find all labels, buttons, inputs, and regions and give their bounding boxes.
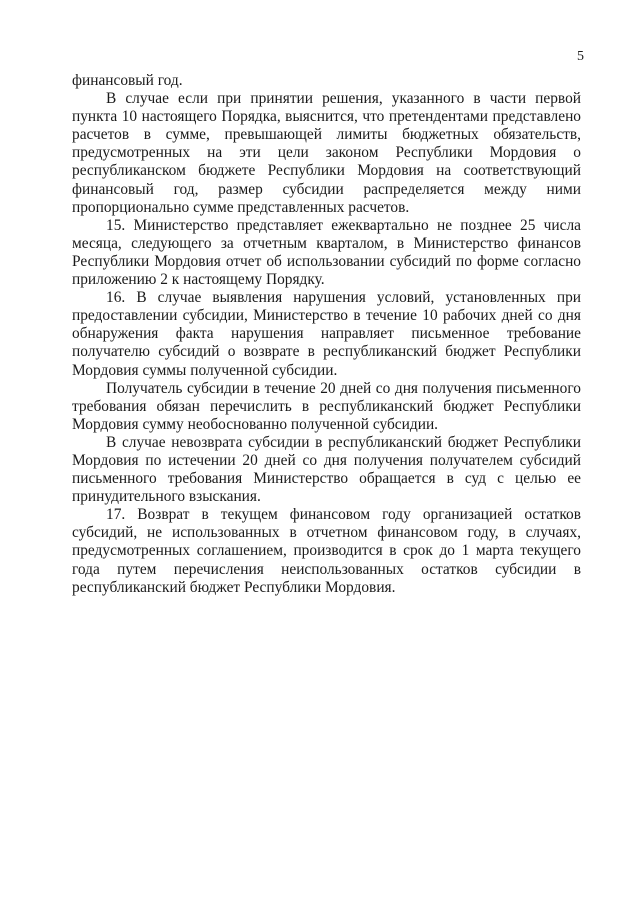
paragraph-recipient-obligation: Получатель субсидии в течение 20 дней со дня получения письменного требования обязан перечислить в республиканский бюджет Республики Мордовия сумму необоснованно полученной субсидии. <box>72 379 581 433</box>
paragraph-continuation: финансовый год. <box>72 72 183 89</box>
paragraph-court-recovery: В случае невозврата субсидии в республиканский бюджет Республики Мордовия по истечении 20 дней со дня получения получателем субсидий письменного требования Министерство обращается в суд с целью ее принудительного взыскания. <box>72 433 581 506</box>
document-body <box>72 72 581 597</box>
paragraph-item-16: 16. В случае выявления нарушения условий, установленных при предоставлении субсидии, Министерство в течение 10 рабочих дней со дня обнаружения факта нарушения направляет письменное требование получателю субсидий о возврате в республиканский бюджет Республики Мордовия суммы полученной субсидии. <box>72 289 581 379</box>
paragraph-item-17: 17. Возврат в текущем финансовом году организацией остатков субсидий, не использованных в отчетном финансовом году, в случаях, предусмотренных соглашением, производится в срок до 1 марта текущего года путем перечисления неиспользованных остатков субсидии в республиканский бюджет Республики Мордовия. <box>72 506 581 596</box>
paragraph-item-15: 15. Министерство представляет ежеквартально не позднее 25 числа месяца, следующего за отчетным кварталом, в Министерство финансов Республики Мордовия отчет об использовании субсидий по форме согласно приложению 2 к настоящему Порядку. <box>72 216 581 289</box>
paragraph-budget-limits: В случае если при принятии решения, указанного в части первой пункта 10 настоящего Порядка, выяснится, что претендентами представлено расчетов в сумме, превышающей лимиты бюджетных обязательств, предусмотренных на эти цели законом Республики Мордовия о республиканском бюджете Республики Мордовия на соответствующий финансовый год, размер субсидии распределяется между ними пропорционально сумме представленных расчетов. <box>72 90 581 216</box>
page-number: 5 <box>577 49 584 64</box>
